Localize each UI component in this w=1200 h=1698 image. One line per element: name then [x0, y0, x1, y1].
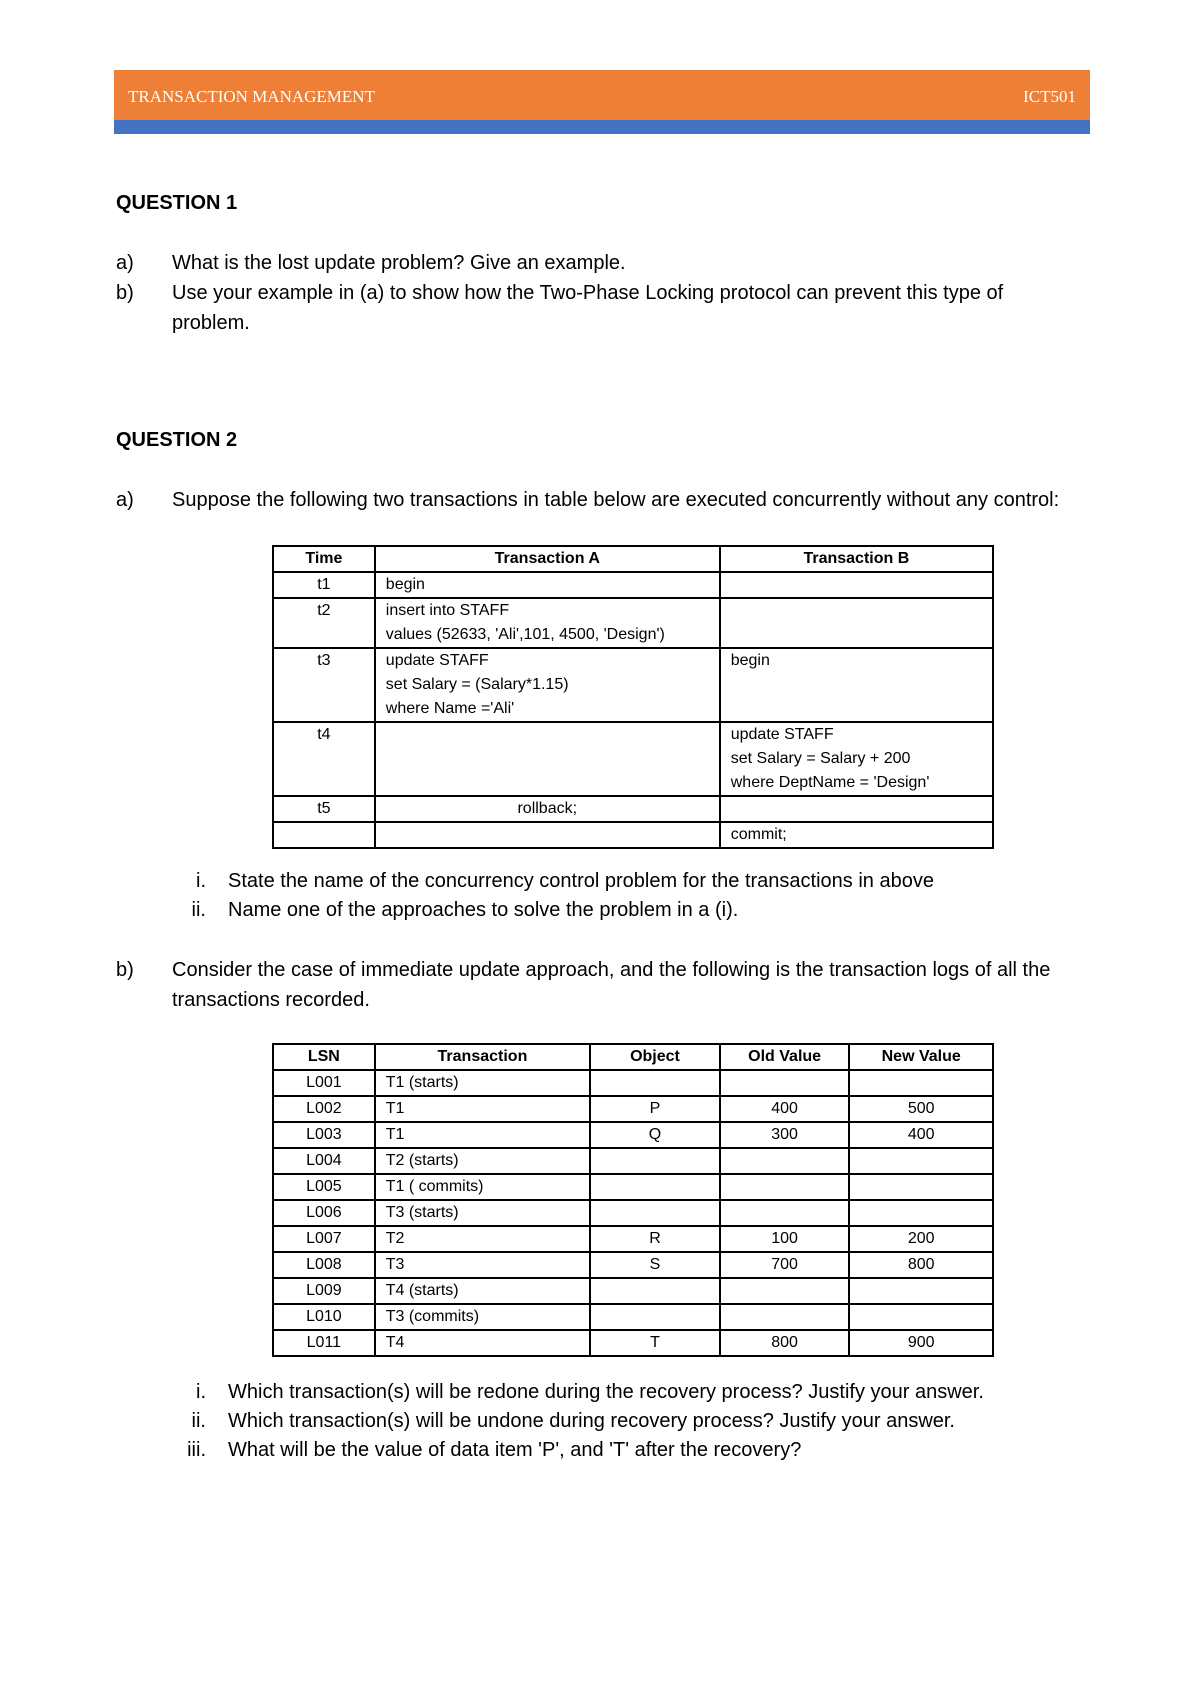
object-cell [590, 1174, 720, 1200]
transaction-cell: T1 [375, 1122, 590, 1148]
table-row [273, 648, 993, 722]
new-value-cell: 200 [849, 1226, 993, 1252]
code-line: update STAFF [385, 652, 489, 669]
table-row [273, 572, 993, 598]
lsn-cell: L011 [273, 1330, 375, 1356]
table-row [273, 1200, 993, 1226]
time-cell: t1 [273, 572, 375, 598]
code-line: where DeptName = 'Design' [730, 774, 930, 791]
transaction-cell: T1 (starts) [375, 1070, 590, 1096]
transaction-a-cell [375, 598, 720, 648]
table-row [273, 722, 993, 796]
lsn-cell: L006 [273, 1200, 375, 1226]
code-line: set Salary = (Salary*1.15) [385, 676, 569, 693]
sub-label: ii. [191, 899, 206, 921]
object-cell [590, 1200, 720, 1226]
question-1a-label: a) [116, 252, 134, 274]
time-cell: t3 [273, 648, 375, 722]
time-cell [273, 822, 375, 848]
header-title: TRANSACTION MANAGEMENT [128, 87, 375, 106]
old-value-cell [720, 1174, 850, 1200]
old-value-cell [720, 1148, 850, 1174]
code-line: begin [385, 576, 425, 593]
old-value-cell: 300 [720, 1122, 850, 1148]
lsn-cell: L010 [273, 1304, 375, 1330]
object-cell [590, 1304, 720, 1330]
object-cell: Q [590, 1122, 720, 1148]
table-row [273, 822, 993, 848]
sub-label: i. [196, 1381, 206, 1403]
page-header [114, 70, 1090, 120]
new-value-cell [849, 1304, 993, 1330]
transaction-b-cell [720, 722, 993, 796]
transaction-cell: T2 [375, 1226, 590, 1252]
lsn-cell: L008 [273, 1252, 375, 1278]
header-course-code: ICT501 [1023, 87, 1076, 106]
table-row [273, 1252, 993, 1278]
old-value-cell [720, 1278, 850, 1304]
sub-label: ii. [191, 1410, 206, 1432]
table-row [273, 1096, 993, 1122]
column-header-time: Time [273, 546, 375, 572]
question-1-title: QUESTION 1 [116, 192, 238, 214]
table-row [273, 1304, 993, 1330]
old-value-cell: 700 [720, 1252, 850, 1278]
table-row [273, 1330, 993, 1356]
column-header-transaction-a: Transaction A [375, 546, 720, 572]
sub-text: What will be the value of data item 'P', and 'T' after the recovery? [228, 1439, 802, 1461]
transaction-b-cell [720, 572, 993, 598]
transaction-a-cell [375, 648, 720, 722]
sub-label: iii. [187, 1439, 206, 1461]
transaction-b-cell [720, 648, 993, 722]
column-header-object: Object [590, 1044, 720, 1070]
table-row [273, 1070, 993, 1096]
question-1b-text: Use your example in (a) to show how the Two-Phase Locking protocol can prevent this type of problem. [172, 282, 1004, 334]
question-2b-label: b) [116, 959, 134, 981]
new-value-cell [849, 1070, 993, 1096]
lsn-cell: L002 [273, 1096, 375, 1122]
table-row [273, 1148, 993, 1174]
column-header-old-value: Old Value [720, 1044, 850, 1070]
transaction-cell: T1 ( commits) [375, 1174, 590, 1200]
object-cell [590, 1278, 720, 1304]
column-header-new-value: New Value [849, 1044, 993, 1070]
lsn-cell: L007 [273, 1226, 375, 1252]
lsn-cell: L001 [273, 1070, 375, 1096]
column-header-transaction-b: Transaction B [720, 546, 993, 572]
object-cell: R [590, 1226, 720, 1252]
old-value-cell [720, 1304, 850, 1330]
transaction-cell: T3 (starts) [375, 1200, 590, 1226]
lsn-cell: L003 [273, 1122, 375, 1148]
code-line: values (52633, 'Ali',101, 4500, 'Design') [385, 626, 665, 643]
transactions-table [272, 545, 994, 849]
question-1b-label: b) [116, 282, 134, 304]
question-2b-text: Consider the case of immediate update approach, and the following is the transaction logs of all the transactions recorded. [172, 959, 1051, 1011]
old-value-cell: 100 [720, 1226, 850, 1252]
table-row [273, 1122, 993, 1148]
sub-text: Name one of the approaches to solve the problem in a (i). [228, 899, 739, 921]
question-2-title: QUESTION 2 [116, 429, 238, 451]
transactions-table-header [273, 546, 993, 572]
header-accent-bar [114, 120, 1090, 134]
transaction-cell: T4 [375, 1330, 590, 1356]
table-row [273, 1278, 993, 1304]
object-cell [590, 1148, 720, 1174]
transaction-cell: T2 (starts) [375, 1148, 590, 1174]
transaction-cell: T1 [375, 1096, 590, 1122]
time-cell: t2 [273, 598, 375, 648]
question-1a-text: What is the lost update problem? Give an example. [172, 252, 626, 274]
transaction-a-cell [375, 722, 720, 796]
new-value-cell [849, 1278, 993, 1304]
sub-text: Which transaction(s) will be redone during the recovery process? Justify your answer. [228, 1381, 984, 1403]
transaction-cell: T3 [375, 1252, 590, 1278]
time-cell: t5 [273, 796, 375, 822]
code-line: insert into STAFF [385, 602, 510, 619]
object-cell: T [590, 1330, 720, 1356]
new-value-cell: 900 [849, 1330, 993, 1356]
transaction-a-cell [375, 796, 720, 822]
transaction-b-cell [720, 598, 993, 648]
question-2a-label: a) [116, 489, 134, 511]
new-value-cell: 400 [849, 1122, 993, 1148]
table-row [273, 598, 993, 648]
code-line: set Salary = Salary + 200 [730, 750, 911, 767]
lsn-cell: L009 [273, 1278, 375, 1304]
new-value-cell [849, 1148, 993, 1174]
sub-label: i. [196, 870, 206, 892]
transaction-a-cell [375, 572, 720, 598]
column-header-transaction: Transaction [375, 1044, 590, 1070]
new-value-cell: 500 [849, 1096, 993, 1122]
time-cell: t4 [273, 722, 375, 796]
log-table-header [273, 1044, 993, 1070]
question-2a-text: Suppose the following two transactions in table below are executed concurrently without any control: [172, 489, 1060, 511]
column-header-lsn: LSN [273, 1044, 375, 1070]
transaction-b-cell [720, 822, 993, 848]
lsn-cell: L004 [273, 1148, 375, 1174]
code-line: commit; [730, 826, 787, 843]
code-line: rollback; [517, 800, 578, 817]
old-value-cell: 400 [720, 1096, 850, 1122]
code-line: update STAFF [730, 726, 834, 743]
sub-text: State the name of the concurrency control problem for the transactions in above [228, 870, 934, 892]
transaction-cell: T4 (starts) [375, 1278, 590, 1304]
transaction-log-table [272, 1043, 994, 1357]
old-value-cell [720, 1070, 850, 1096]
transaction-cell: T3 (commits) [375, 1304, 590, 1330]
new-value-cell [849, 1174, 993, 1200]
lsn-cell: L005 [273, 1174, 375, 1200]
object-cell: P [590, 1096, 720, 1122]
new-value-cell: 800 [849, 1252, 993, 1278]
code-line: begin [730, 652, 770, 669]
object-cell: S [590, 1252, 720, 1278]
table-row [273, 1174, 993, 1200]
sub-text: Which transaction(s) will be undone during recovery process? Justify your answer. [228, 1410, 955, 1432]
new-value-cell [849, 1200, 993, 1226]
table-row [273, 796, 993, 822]
transaction-b-cell [720, 796, 993, 822]
code-line: where Name ='Ali' [385, 700, 515, 717]
object-cell [590, 1070, 720, 1096]
old-value-cell [720, 1200, 850, 1226]
old-value-cell: 800 [720, 1330, 850, 1356]
table-row [273, 1226, 993, 1252]
transaction-a-cell [375, 822, 720, 848]
